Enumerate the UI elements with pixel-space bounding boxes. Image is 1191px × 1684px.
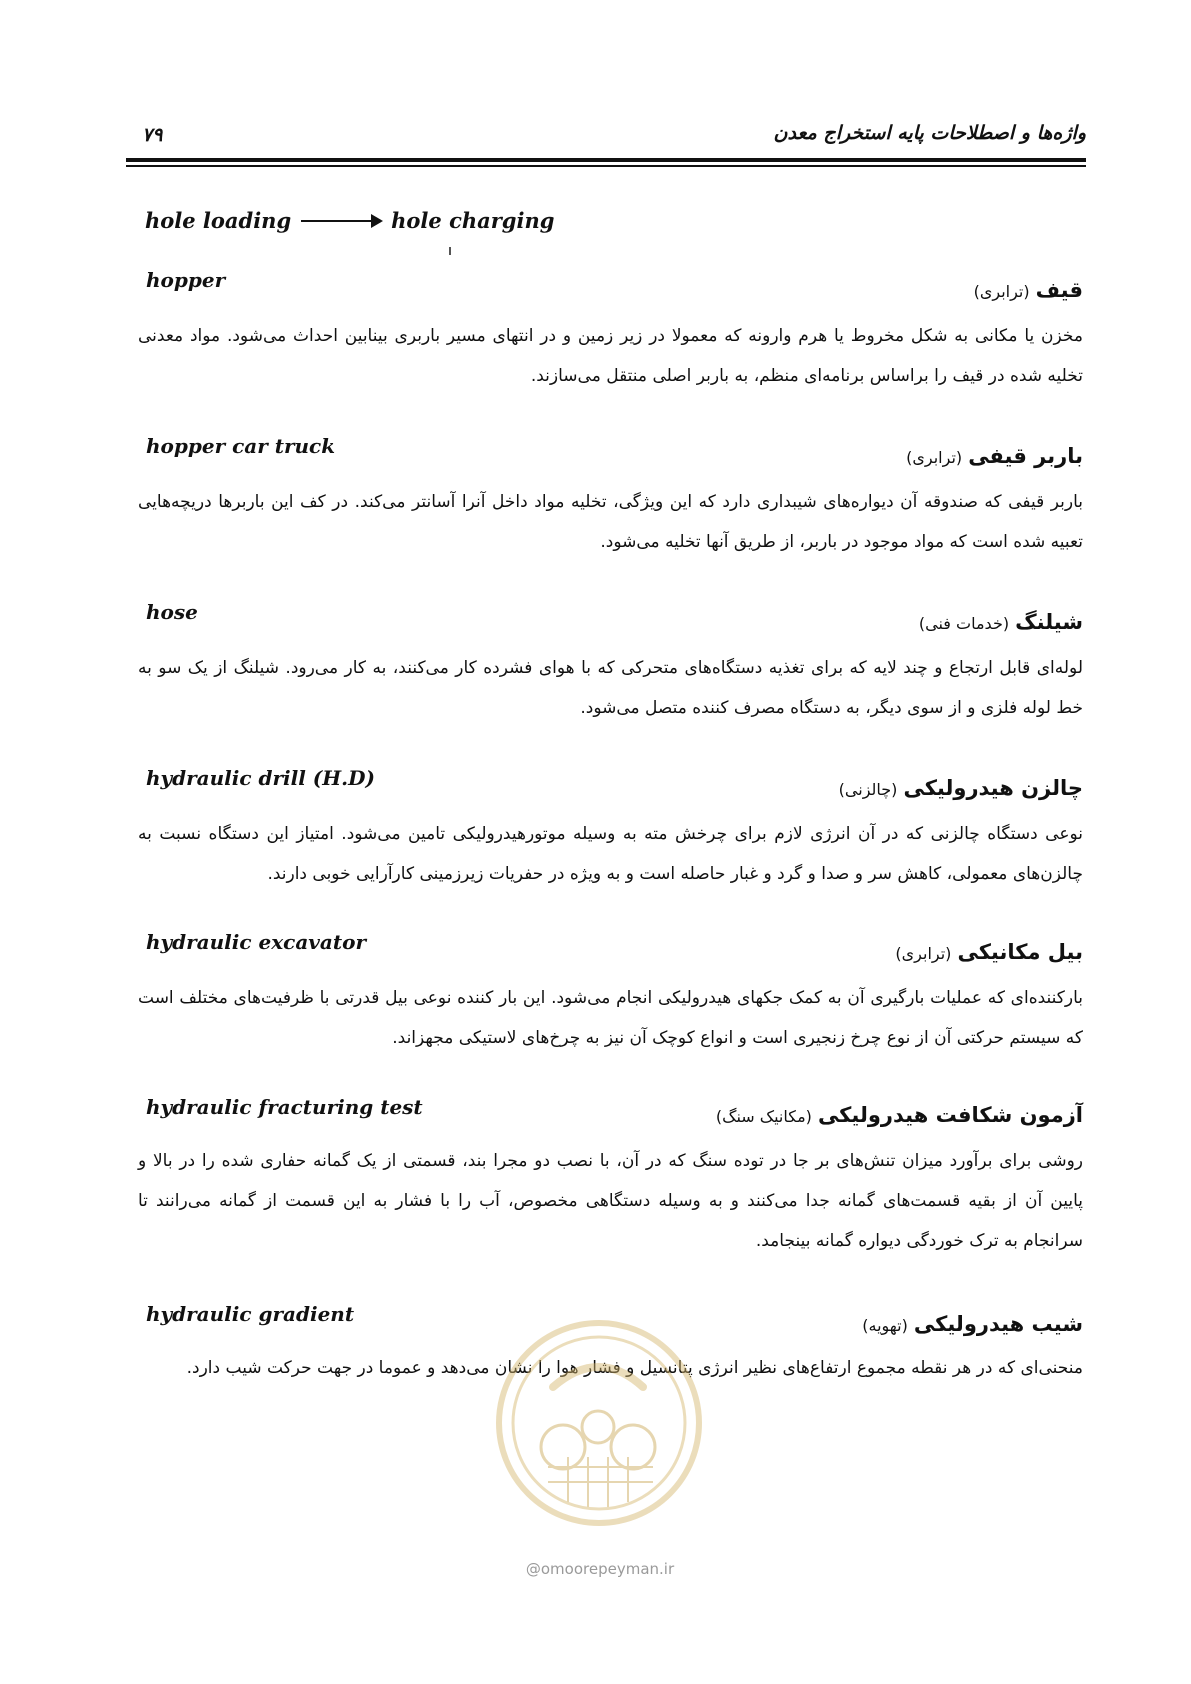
- persian-heading: [919, 610, 1083, 634]
- definition-text: روشی برای برآورد میزان تنش‌های بر جا در توده سنگ که در آن، با نصب دو مجرا بند، قسمتی از یک گمانه حفاری شده را در بالا و پایین آن از بقیه قسمت‌های گمانه جدا می‌کنند و به وسیله دستگاهی مخصوص، آب را با فشار به این قسمت از گمانه می‌رانند تا سرانجام به ترک خوردگی دیواره گمانه بینجامد.: [138, 1151, 1083, 1251]
- persian-term: شیب هیدرولیکی: [913, 1312, 1083, 1336]
- persian-heading: [716, 1103, 1083, 1127]
- cross-reference: [145, 208, 554, 233]
- english-term: hose: [146, 600, 198, 624]
- persian-heading: [839, 776, 1083, 800]
- subject-field: (مکانیک سنگ): [715, 1107, 812, 1126]
- persian-term: چالزن هیدرولیکی: [903, 776, 1083, 800]
- persian-heading: [895, 940, 1083, 964]
- subject-field: (ترابری): [973, 282, 1030, 301]
- definition-text: مخزن یا مکانی به شکل مخروط یا هرم وارونه که معمولا در زیر زمین و در انتهای مسیر باربری بینابین احداث می‌شود. مواد معدنی تخلیه شده در قیف را براساس برنامه‌ای منظم، به باربر اصلی منتقل می‌سازند.: [138, 326, 1083, 386]
- persian-term: آزمون شکافت هیدرولیکی: [817, 1103, 1083, 1127]
- subject-field: (تهویه): [862, 1316, 908, 1335]
- english-term: hydraulic drill (H.D): [146, 766, 375, 790]
- watermark-url: @omoorepeyman.ir: [525, 1560, 675, 1578]
- watermark-seal-logo: [493, 1317, 705, 1529]
- definition-text: لوله‌ای قابل ارتجاع و چند لایه که برای تغذیه دستگاه‌های متحرکی که با هوای فشرده کار می‌کنند، به کار می‌رود. شیلنگ از یک سو به خط لوله فلزی و از سوی دیگر، به دستگاه مصرف کننده متصل می‌شود.: [138, 658, 1083, 718]
- subject-field: (چالزنی): [838, 780, 898, 799]
- persian-term: بیل مکانیکی: [957, 940, 1083, 964]
- english-term: hydraulic fracturing test: [146, 1095, 423, 1119]
- header-rule-thin: [126, 165, 1086, 167]
- running-title: واژه‌ها و اصطلاحات پایه استخراج معدن: [773, 122, 1086, 144]
- definition-text: باربر قیفی که صندوقه آن دیواره‌های شیبداری دارد که این ویژگی، تخلیه مواد داخل آنرا آسانتر می‌کند. در کف این باربرها دریچه‌هایی تعبیه شده است که مواد موجود در باربر، از طریق آنها تخلیه می‌شود.: [138, 492, 1083, 552]
- english-term: hopper car truck: [146, 434, 336, 458]
- english-term: hopper: [146, 268, 226, 292]
- definition-text: بارکننده‌ای که عملیات بارگیری آن به کمک جکهای هیدرولیکی انجام می‌شود. این بار کننده نوعی بیل قدرتی با ظرفیت‌های مختلف است که سیستم حرکتی آن از نوع چرخ زنجیری است و انواع کوچک آن نیز به چرخ‌های لاستیکی مجهزاند.: [138, 988, 1083, 1048]
- print-mark: [449, 247, 451, 255]
- persian-term: شیلنگ: [1015, 610, 1083, 634]
- subject-field: (خدمات فنی): [918, 614, 1010, 633]
- persian-term: باربر قیفی: [968, 444, 1083, 468]
- definition-text: نوعی دستگاه چالزنی که در آن انرژی لازم برای چرخش مته به وسیله موتورهیدرولیکی تامین می‌شود. امتیاز این دستگاه نسبت به چالزن‌های معمولی، کاهش سر و صدا و گرد و غبار حاصله است و به ویژه در حفریات زیرزمینی کارآرایی خوبی دارند.: [138, 824, 1083, 884]
- persian-heading: [974, 278, 1083, 302]
- definition-text: منحنی‌ای که در هر نقطه مجموع ارتفاع‌های نظیر انرژی پتانسیل و فشار هوا را نشان می‌دهد و عموما در جهت حرکت شیب دارد.: [186, 1358, 1083, 1378]
- subject-field: (ترابری): [895, 944, 952, 963]
- persian-heading: [862, 1312, 1083, 1336]
- page-number: ۷۹: [142, 124, 163, 146]
- subject-field: (ترابری): [906, 448, 963, 467]
- crossref-from: hole loading: [145, 208, 292, 233]
- header-rule-thick: [126, 158, 1086, 162]
- english-term: hydraulic excavator: [146, 930, 366, 954]
- running-head: [126, 120, 1086, 160]
- persian-heading: [906, 444, 1083, 468]
- right-arrow-icon: [301, 220, 381, 222]
- english-term: hydraulic gradient: [146, 1302, 355, 1326]
- crossref-to: hole charging: [391, 208, 555, 233]
- persian-term: قیف: [1035, 278, 1083, 302]
